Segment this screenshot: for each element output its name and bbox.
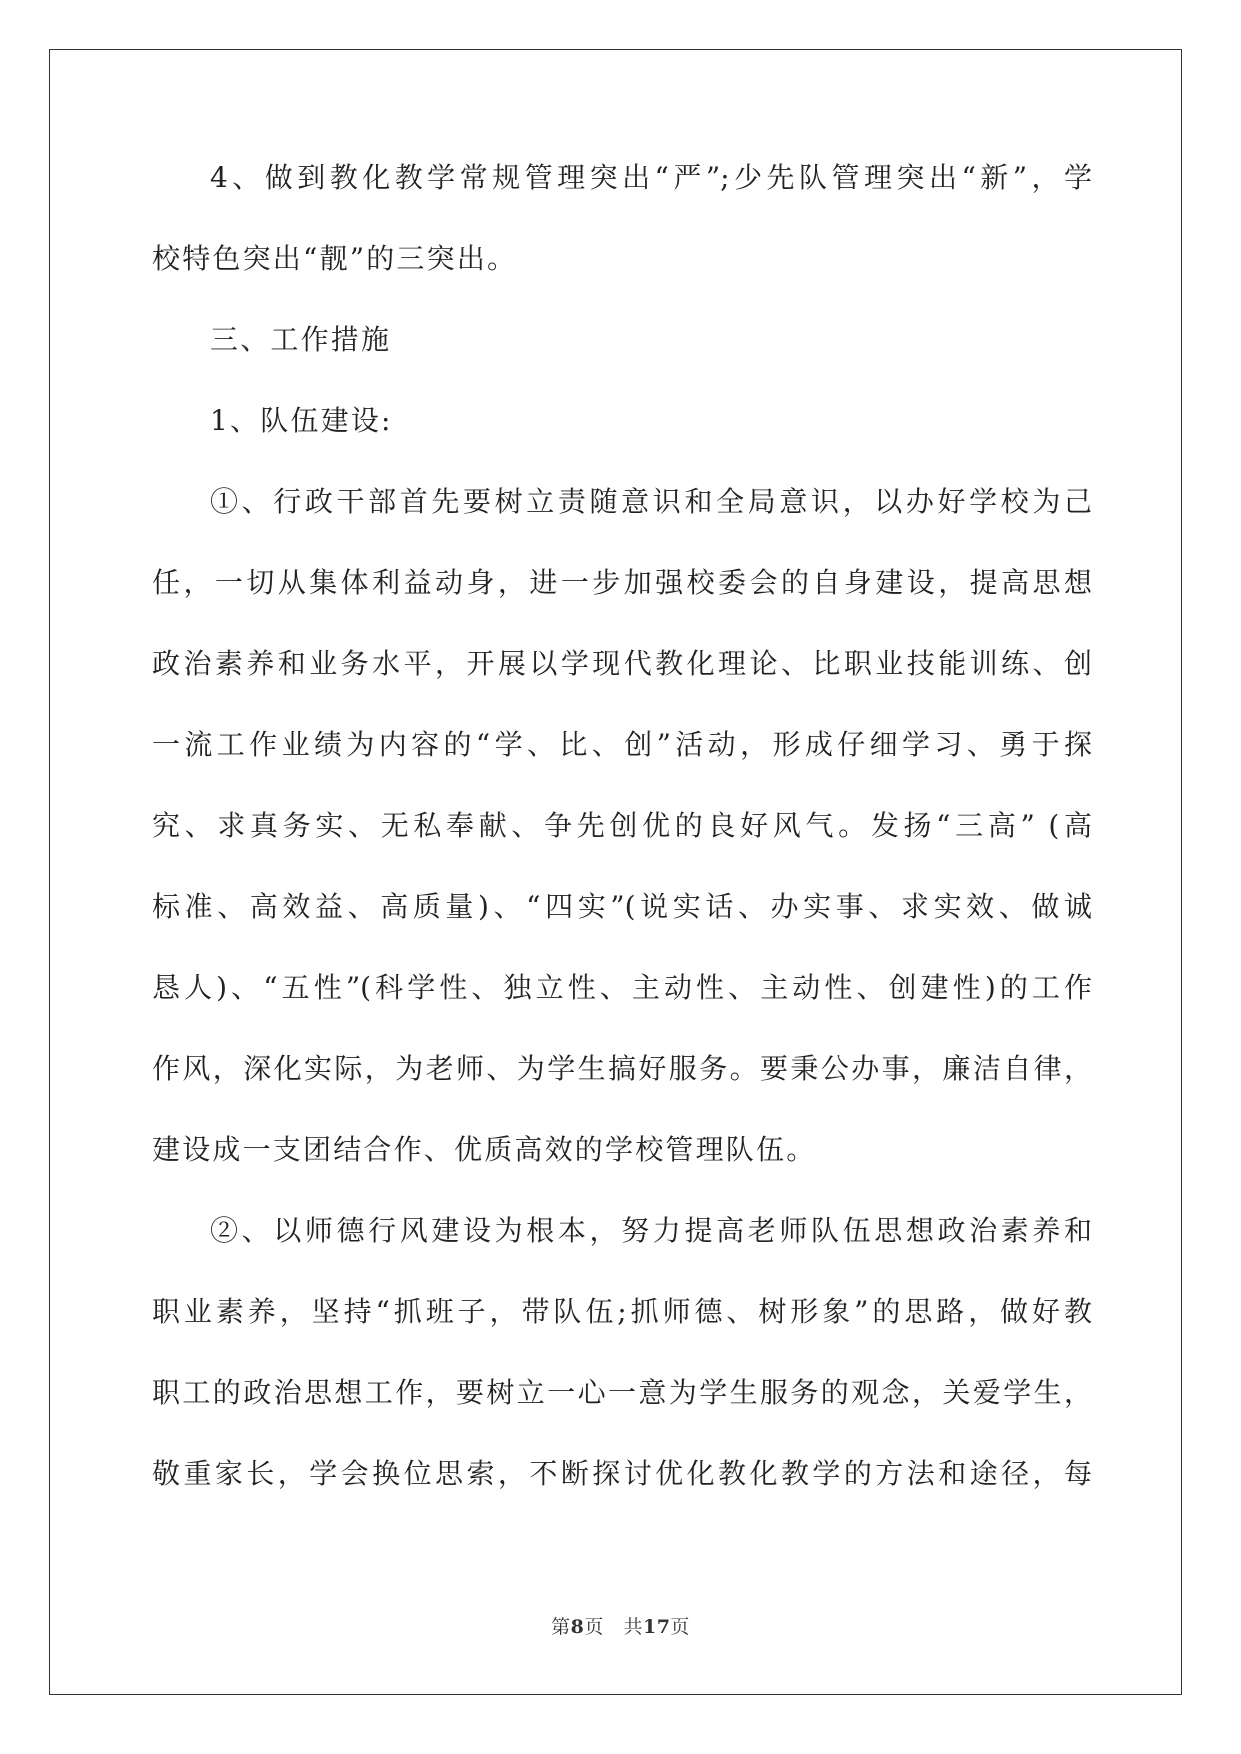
subsection-heading: 1、队伍建设: [210,404,393,437]
page-number: 8 [570,1616,585,1638]
text-line: 恳人)、“五性”(科学性、独立性、主动性、主动性、创建性)的工作 [152,971,1092,1004]
text-line: ①、行政干部首先要树立责随意识和全局意识，以办好学校为己 [210,485,1092,518]
footer-prefix: 第 [551,1616,571,1638]
footer-page-suffix: 页 [584,1616,604,1638]
page-footer [0,1612,1241,1639]
footer-total-suffix: 页 [670,1616,690,1638]
text-line: 职业素养，坚持“抓班子，带队伍;抓师德、树形象”的思路，做好教 [152,1295,1092,1328]
text-line: 敬重家长，学会换位思索，不断探讨优化教化教学的方法和途径，每 [152,1457,1092,1490]
text-line: 一流工作业绩为内容的“学、比、创”活动，形成仔细学习、勇于探 [152,728,1092,761]
section-heading: 三、工作措施 [210,323,392,356]
text-line: 职工的政治思想工作，要树立一心一意为学生服务的观念，关爱学生， [152,1376,1092,1409]
text-line: 标准、高效益、高质量)、“四实”(说实话、办实事、求实效、做诚 [152,890,1092,923]
text-line: 4、做到教化教学常规管理突出“严”;少先队管理突出“新”，学 [210,161,1092,194]
text-line: 作风，深化实际，为老师、为学生搞好服务。要秉公办事，廉洁自律， [152,1052,1092,1085]
text-line: 究、求真务实、无私奉献、争先创优的良好风气。发扬“三高” (高 [152,809,1092,842]
footer-total-prefix: 共 [623,1616,643,1638]
text-line: 任，一切从集体利益动身，进一步加强校委会的自身建设，提高思想 [152,566,1092,599]
document-body [152,158,1092,1535]
text-line: 政治素养和业务水平，开展以学现代教化理论、比职业技能训练、创 [152,647,1092,680]
text-line: 建设成一支团结合作、优质高效的学校管理队伍。 [152,1133,817,1166]
text-line: ②、以师德行风建设为根本，努力提高老师队伍思想政治素养和 [210,1214,1092,1247]
total-pages: 17 [642,1616,671,1638]
text-line: 校特色突出“靓”的三突出。 [152,242,518,275]
